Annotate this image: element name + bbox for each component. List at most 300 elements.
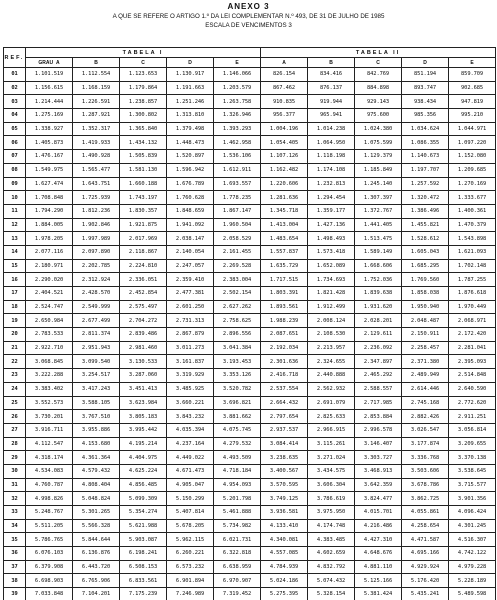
tabela-2-cell: 1.787.255 [449, 273, 496, 287]
tabela-1-cell: 6.379.908 [26, 560, 73, 574]
tabela-1-cell: 3.730.201 [26, 410, 73, 424]
tabela-2-cell: 1.107.126 [261, 150, 308, 164]
tabela-2-cell: 1.140.673 [402, 150, 449, 164]
tabela-1-cell: 1.902.846 [73, 218, 120, 232]
tabela-2-cell: 4.832.792 [308, 560, 355, 574]
tabela-1-cell: 1.326.946 [214, 109, 261, 123]
tabela-2-cell: 2.562.932 [308, 382, 355, 396]
tabela-1-cell: 2.452.854 [120, 287, 167, 301]
ref-cell: 27 [4, 423, 26, 437]
tabela-1-cell: 7.033.848 [26, 588, 73, 600]
tabela-2-cell: 1.513.475 [355, 232, 402, 246]
annex-subtitle: A QUE SE REFERE O ARTIGO 1.º DA LEI COMPLEMENTAR N.º 493, DE 31 DE JULHO DE 1985 [112, 13, 385, 20]
tabela-2-cell: 4.979.228 [449, 560, 496, 574]
tabela-1-cell: 1.520.897 [167, 150, 214, 164]
tabela-1-cell: 2.549.999 [73, 300, 120, 314]
table-row [4, 273, 496, 287]
ref-cell: 06 [4, 136, 26, 150]
ref-cell: 35 [4, 533, 26, 547]
tabela-2-cell: 4.174.748 [308, 519, 355, 533]
tabela-1-cell: 4.671.473 [167, 464, 214, 478]
tabela-2-cell: 3.678.786 [402, 478, 449, 492]
tabela-2-cell: 4.015.701 [355, 506, 402, 520]
tabela-2-cell: 1.498.493 [308, 232, 355, 246]
tabela-1-cell: 3.383.402 [26, 382, 73, 396]
tabela-2-cell: 1.455.821 [402, 218, 449, 232]
tabela-2-cell: 4.784.939 [261, 560, 308, 574]
tabela-2-cell: 4.096.424 [449, 506, 496, 520]
tabela-1-cell: 4.361.364 [73, 451, 120, 465]
tabela-1-cell: 5.786.765 [26, 533, 73, 547]
tabela-1-cell: 5.844.644 [73, 533, 120, 547]
tabela-1-cell: 1.708.848 [26, 191, 73, 205]
tabela-2-cell: 1.075.599 [355, 136, 402, 150]
tabela-2-cell: 2.150.911 [402, 328, 449, 342]
tabela-1-cell: 4.625.224 [120, 464, 167, 478]
tabela-2-cell: 2.664.432 [261, 396, 308, 410]
tabela-1-cell: 4.579.432 [73, 464, 120, 478]
tabela-2-cell: 884.898 [355, 81, 402, 95]
tabela-2-cell: 2.966.915 [308, 423, 355, 437]
grade-header-c: C [355, 58, 402, 68]
table-row [4, 355, 496, 369]
tabela-2-cell: 1.858.038 [402, 287, 449, 301]
table-row [4, 204, 496, 218]
tabela-2-cell: 1.652.089 [308, 259, 355, 273]
tabela-2-cell: 3.715.577 [449, 478, 496, 492]
ref-cell: 07 [4, 150, 26, 164]
tabela-1-cell: 5.150.299 [167, 492, 214, 506]
tabela-1-cell: 1.352.317 [73, 122, 120, 136]
tabela-2-cell: 1.621.093 [449, 245, 496, 259]
tabela-2-cell: 3.026.547 [402, 423, 449, 437]
ref-cell: 09 [4, 177, 26, 191]
table-row [4, 451, 496, 465]
tabela-1-cell: 2.783.533 [26, 328, 73, 342]
tabela-2-cell: 1.543.898 [449, 232, 496, 246]
tabela-2-cell: 3.336.768 [402, 451, 449, 465]
tabela-2-cell: 826.154 [261, 68, 308, 82]
tabela-1-cell: 2.180.971 [26, 259, 73, 273]
ref-cell: 20 [4, 328, 26, 342]
tabela-2-cell: 4.557.085 [261, 547, 308, 561]
tabela-1-cell: 6.198.241 [120, 547, 167, 561]
tabela-2-cell: 4.695.166 [402, 547, 449, 561]
tabela-2-cell: 3.209.655 [449, 437, 496, 451]
tabela-2-cell: 2.008.124 [308, 314, 355, 328]
tabela-2-cell: 3.434.575 [308, 464, 355, 478]
ref-cell: 04 [4, 109, 26, 123]
tabela-2-cell: 3.084.414 [261, 437, 308, 451]
tabela-2-cell: 2.129.611 [355, 328, 402, 342]
tabela-1-cell: 1.660.188 [120, 177, 167, 191]
tabela-1-cell: 1.549.975 [26, 163, 73, 177]
tabela-1-cell: 3.222.288 [26, 369, 73, 383]
tabela-2-cell: 1.893.561 [261, 300, 308, 314]
tabela-1-cell: 1.778.235 [214, 191, 261, 205]
tabela-1-cell: 5.678.205 [167, 519, 214, 533]
tabela-1-cell: 2.951.943 [73, 341, 120, 355]
tabela-1-cell: 4.998.826 [26, 492, 73, 506]
table-row [4, 410, 496, 424]
tabela-1-cell: 1.313.810 [167, 109, 214, 123]
tabela-1-cell: 1.693.557 [214, 177, 261, 191]
tabela-2-cell: 956.377 [261, 109, 308, 123]
ref-cell: 15 [4, 259, 26, 273]
tabela-1-cell: 3.041.384 [214, 341, 261, 355]
table-row [4, 396, 496, 410]
tabela-1-cell: 2.247.057 [167, 259, 214, 273]
tabela-1-cell: 6.698.903 [26, 574, 73, 588]
table-row [4, 68, 496, 82]
ref-cell: 01 [4, 68, 26, 82]
tabela-1-cell: 1.867.147 [214, 204, 261, 218]
tabela-2-cell: 2.514.848 [449, 369, 496, 383]
tabela-2-cell: 2.172.420 [449, 328, 496, 342]
tabela-1-cell: 6.833.561 [120, 574, 167, 588]
tabela-1-cell: 3.161.837 [167, 355, 214, 369]
tabela-2-cell: 929.143 [355, 95, 402, 109]
ref-cell: 19 [4, 314, 26, 328]
tabela-2-cell: 1.174.108 [308, 163, 355, 177]
tabela-2-cell: 995.210 [449, 109, 496, 123]
tabela-1-cell: 3.068.845 [26, 355, 73, 369]
tabela-2-cell: 1.054.405 [261, 136, 308, 150]
tabela-2-cell: 3.862.725 [402, 492, 449, 506]
tabela-2-cell: 1.912.499 [308, 300, 355, 314]
tabela-2-cell: 985.356 [402, 109, 449, 123]
ref-header [4, 48, 26, 68]
tabela-1-cell: 3.916.711 [26, 423, 73, 437]
tabela-1-cell: 3.623.984 [120, 396, 167, 410]
tabela-1-cell: 3.767.510 [73, 410, 120, 424]
tabela-2-cell: 2.371.380 [402, 355, 449, 369]
ref-cell: 21 [4, 341, 26, 355]
tabela-1-cell: 3.955.886 [73, 423, 120, 437]
tabela-2-cell: 3.749.125 [261, 492, 308, 506]
grade-letter: A [55, 59, 60, 66]
tabela-1-cell: 1.251.246 [167, 95, 214, 109]
tabela-2-cell: 1.876.618 [449, 287, 496, 301]
ref-cell: 02 [4, 81, 26, 95]
tabela-1-cell: 1.123.653 [120, 68, 167, 82]
tabela-2-cell: 4.929.924 [402, 560, 449, 574]
tabela-2-cell: 4.516.307 [449, 533, 496, 547]
tabela-1-cell: 1.612.911 [214, 163, 261, 177]
tabela-2-cell: 2.996.578 [355, 423, 402, 437]
tabela-1-cell: 3.417.243 [73, 382, 120, 396]
tabela-2-cell: 3.303.727 [355, 451, 402, 465]
tabela-2-cell: 1.359.177 [308, 204, 355, 218]
tabela-1-cell: 3.193.453 [214, 355, 261, 369]
tabela-2-cell: 1.668.606 [355, 259, 402, 273]
tabela-1-cell: 4.237.164 [167, 437, 214, 451]
tabela-1-cell: 2.118.867 [120, 245, 167, 259]
ref-cell: 36 [4, 547, 26, 561]
tabela-1-cell: 1.156.615 [26, 81, 73, 95]
tabela-1-cell: 1.490.928 [73, 150, 120, 164]
tabela-1-cell: 7.246.989 [167, 588, 214, 600]
grade-header-e: E [214, 58, 261, 68]
tabela-2-cell: 1.034.624 [402, 122, 449, 136]
tabela-2-cell: 1.185.849 [355, 163, 402, 177]
tabela-1-cell: 1.112.554 [73, 68, 120, 82]
tabela-1-cell: 1.978.205 [26, 232, 73, 246]
tabela-1-cell: 3.552.573 [26, 396, 73, 410]
tabela-1-cell: 5.461.888 [214, 506, 261, 520]
tabela-1-cell: 1.191.663 [167, 81, 214, 95]
tabela-2-cell: 2.324.655 [308, 355, 355, 369]
tabela-1-cell: 1.168.159 [73, 81, 120, 95]
ref-cell: 28 [4, 437, 26, 451]
tabela-1-cell: 5.407.814 [167, 506, 214, 520]
tabela-1-cell: 6.901.894 [167, 574, 214, 588]
tabela-2-cell: 3.468.913 [355, 464, 402, 478]
tabela-1-cell: 1.287.921 [73, 109, 120, 123]
ref-header-label: REF. [4, 54, 25, 61]
tabela-1-cell: 2.811.374 [73, 328, 120, 342]
ref-cell: 10 [4, 191, 26, 205]
grade-header-e: E [449, 58, 496, 68]
tabela-2-cell: 3.606.304 [308, 478, 355, 492]
grau-label: GRAU [38, 59, 54, 66]
tabela-2-cell: 947.819 [449, 95, 496, 109]
tabela-1-cell: 2.731.313 [167, 314, 214, 328]
tabela-2-cell: 1.044.971 [449, 122, 496, 136]
tabela-1-cell: 2.922.710 [26, 341, 73, 355]
tabela-2-cell: 5.074.432 [308, 574, 355, 588]
ref-cell: 13 [4, 232, 26, 246]
tabela-1-cell: 1.743.197 [120, 191, 167, 205]
tabela-2-cell: 834.416 [308, 68, 355, 82]
tabela-2-cell: 938.434 [402, 95, 449, 109]
table-row [4, 533, 496, 547]
tabela-1-cell: 2.017.969 [120, 232, 167, 246]
grade-header-d: D [402, 58, 449, 68]
table-row [4, 492, 496, 506]
tabela-2-cell: 2.192.034 [261, 341, 308, 355]
tabela-1-cell: 6.508.153 [120, 560, 167, 574]
tabela-2-cell: 1.307.397 [355, 191, 402, 205]
ref-cell: 29 [4, 451, 26, 465]
tabela-1-cell: 4.404.975 [120, 451, 167, 465]
tabela-2-cell: 2.691.079 [308, 396, 355, 410]
tabela-2-cell: 1.752.036 [355, 273, 402, 287]
tabela-1-cell: 7.319.452 [214, 588, 261, 600]
tabela-2-cell: 2.614.446 [402, 382, 449, 396]
tabela-2-cell: 1.086.355 [402, 136, 449, 150]
table-row [4, 163, 496, 177]
tabela-1-cell: 1.419.933 [73, 136, 120, 150]
tabela-1-cell: 2.359.410 [167, 273, 214, 287]
tabela-1-cell: 1.146.066 [214, 68, 261, 82]
tabela-2-cell: 2.301.636 [261, 355, 308, 369]
tabela-1-cell: 3.520.782 [214, 382, 261, 396]
table-row [4, 519, 496, 533]
tabela-1-cell: 2.161.455 [214, 245, 261, 259]
table-row [4, 136, 496, 150]
tabela-1-cell: 5.621.988 [120, 519, 167, 533]
tabela-2-cell: 4.258.654 [402, 519, 449, 533]
ref-cell: 24 [4, 382, 26, 396]
tabela-2-cell: 3.115.261 [308, 437, 355, 451]
tabela-2-cell: 3.824.477 [355, 492, 402, 506]
tabela-2-cell: 2.213.957 [308, 341, 355, 355]
tabela-1-cell: 5.566.328 [73, 519, 120, 533]
tabela-2-cell: 2.911.251 [449, 410, 496, 424]
ref-cell: 30 [4, 464, 26, 478]
tabela-2-cell: 2.258.457 [402, 341, 449, 355]
tabela-1-cell: 1.476.167 [26, 150, 73, 164]
tabela-2-cell: 4.216.486 [355, 519, 402, 533]
table-row [4, 287, 496, 301]
ref-cell: 32 [4, 492, 26, 506]
tabela-2-cell: 4.340.081 [261, 533, 308, 547]
table-row [4, 478, 496, 492]
tabela-1-cell: 2.896.556 [214, 328, 261, 342]
tabela-1-cell: 4.856.485 [120, 478, 167, 492]
tabela-1-cell: 2.867.879 [167, 328, 214, 342]
ref-cell: 39 [4, 588, 26, 600]
tabela-1-cell: 6.638.959 [214, 560, 261, 574]
tabela-1-cell: 2.575.497 [120, 300, 167, 314]
tabela-2-cell: 1.413.004 [261, 218, 308, 232]
table-row [4, 245, 496, 259]
tabela-2-cell: 2.416.718 [261, 369, 308, 383]
table-row [4, 122, 496, 136]
tabela-1-cell: 1.263.758 [214, 95, 261, 109]
tabela-1-cell: 2.202.785 [73, 259, 120, 273]
tabela-1-cell: 1.536.106 [214, 150, 261, 164]
tabela-1-cell: 1.365.840 [120, 122, 167, 136]
tabela-1-cell: 7.104.201 [73, 588, 120, 600]
tabela-1-cell: 6.136.876 [73, 547, 120, 561]
tabela-2-cell: 2.825.633 [308, 410, 355, 424]
tabela-1-cell: 2.312.924 [73, 273, 120, 287]
annex-title: ANEXO 3 [227, 2, 270, 11]
tabela-1-cell: 2.290.020 [26, 273, 73, 287]
tabela-2-cell: 2.281.041 [449, 341, 496, 355]
tabela-2-cell: 2.347.897 [355, 355, 402, 369]
tabela-2-cell: 3.503.606 [402, 464, 449, 478]
tabela-1-cell: 3.319.929 [167, 369, 214, 383]
tabela-1-cell: 2.650.984 [26, 314, 73, 328]
ref-cell: 08 [4, 163, 26, 177]
tabela-1-cell: 5.099.309 [120, 492, 167, 506]
tabela-1-cell: 1.226.591 [73, 95, 120, 109]
tabela-1-cell: 3.353.126 [214, 369, 261, 383]
tabela-1-cell: 6.765.906 [73, 574, 120, 588]
table-row [4, 300, 496, 314]
tabela-2-cell: 1.345.718 [261, 204, 308, 218]
tabela-1-cell: 1.676.789 [167, 177, 214, 191]
tabela-1-cell: 3.130.533 [120, 355, 167, 369]
tabela-1-cell: 4.112.547 [26, 437, 73, 451]
tabela-2-cell: 1.162.482 [261, 163, 308, 177]
tabela-2-cell: 1.557.837 [261, 245, 308, 259]
tabela-1-cell: 4.195.214 [120, 437, 167, 451]
tabela-2-cell: 2.640.590 [449, 382, 496, 396]
tabela-2-cell: 3.570.595 [261, 478, 308, 492]
tabela-1-cell: 1.921.875 [120, 218, 167, 232]
tabela-2-cell: 1.333.677 [449, 191, 496, 205]
tabela-1-cell: 1.405.873 [26, 136, 73, 150]
tabela-1-cell: 6.322.818 [214, 547, 261, 561]
tabela-2-cell: 1.245.140 [355, 177, 402, 191]
table-row [4, 150, 496, 164]
tabela-1-cell: 3.451.413 [120, 382, 167, 396]
tabela-1-cell: 3.287.060 [120, 369, 167, 383]
tabela-1-cell: 1.448.473 [167, 136, 214, 150]
tabela-1-cell: 1.884.005 [26, 218, 73, 232]
tabela-1-cell: 1.997.989 [73, 232, 120, 246]
tabela-1-cell: 2.404.521 [26, 287, 73, 301]
tabela-1-cell: 1.725.939 [73, 191, 120, 205]
tabela-1-cell: 1.379.498 [167, 122, 214, 136]
tabela-2-cell: 859.709 [449, 68, 496, 82]
tabela-1-cell: 3.660.221 [167, 396, 214, 410]
tabela-1-cell: 3.254.517 [73, 369, 120, 383]
table-row [4, 109, 496, 123]
tabela-2-cell: 1.605.043 [402, 245, 449, 259]
tabela-1-cell: 2.097.890 [73, 245, 120, 259]
tabela-1-cell: 2.524.747 [26, 300, 73, 314]
tabela-2-cell: 1.635.729 [261, 259, 308, 273]
tabela-1-cell: 5.734.982 [214, 519, 261, 533]
tabela-2-cell: 1.064.950 [308, 136, 355, 150]
tabela-2-cell: 4.055.861 [402, 506, 449, 520]
tabela-1-cell: 5.903.087 [120, 533, 167, 547]
tabela-2-cell: 1.197.707 [402, 163, 449, 177]
table-row [4, 464, 496, 478]
tabela-2-cell: 5.381.424 [355, 588, 402, 600]
tabela-1-cell: 1.581.130 [120, 163, 167, 177]
tabela-2-cell: 1.734.693 [308, 273, 355, 287]
tabela-2-cell: 1.839.638 [355, 287, 402, 301]
tabela-1-cell: 2.839.486 [120, 328, 167, 342]
table-row [4, 506, 496, 520]
tabela-1-cell: 1.941.092 [167, 218, 214, 232]
tabela-1-cell: 2.140.054 [167, 245, 214, 259]
tabela-1-cell: 5.248.767 [26, 506, 73, 520]
table-row [4, 588, 496, 600]
tabela-1-cell: 1.627.474 [26, 177, 73, 191]
table-row [4, 437, 496, 451]
table-row [4, 328, 496, 342]
tabela-1-cell: 6.076.103 [26, 547, 73, 561]
tabela-1-cell: 4.449.022 [167, 451, 214, 465]
tabela-2-cell: 1.685.295 [402, 259, 449, 273]
tabela-2-cell: 965.941 [308, 109, 355, 123]
tabela-1-cell: 2.269.528 [214, 259, 261, 273]
tabela-2-cell: 2.108.530 [308, 328, 355, 342]
tabela-1-header: TABELA I [26, 48, 261, 58]
grade-header-d: D [167, 58, 214, 68]
tabela-1-cell: 4.075.745 [214, 423, 261, 437]
tabela-1-cell: 6.970.907 [214, 574, 261, 588]
tabela-2-cell: 842.769 [355, 68, 402, 82]
tabela-2-cell: 975.600 [355, 109, 402, 123]
tabela-2-cell: 1.931.620 [355, 300, 402, 314]
tabela-2-cell: 1.152.080 [449, 150, 496, 164]
tabela-1-cell: 3.995.442 [120, 423, 167, 437]
table-row [4, 191, 496, 205]
tabela-2-cell: 2.465.292 [355, 369, 402, 383]
tabela-1-cell: 2.224.810 [120, 259, 167, 273]
table-row [4, 560, 496, 574]
tabela-1-cell: 1.434.132 [120, 136, 167, 150]
tabela-2-cell: 867.462 [261, 81, 308, 95]
